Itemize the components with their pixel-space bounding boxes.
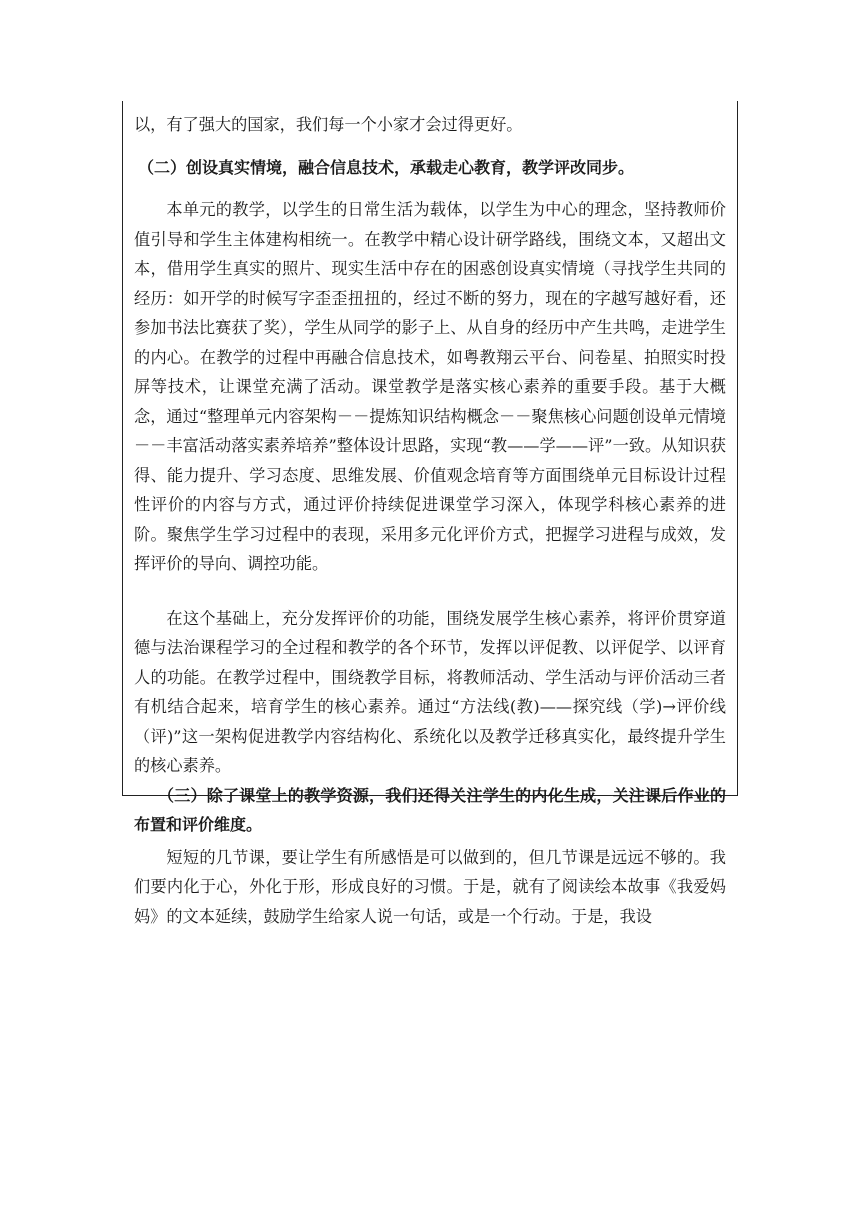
continuation-paragraph: 以，有了强大的国家，我们每一个小家才会过得更好。	[134, 115, 523, 134]
section-two-heading: （二）创设真实情境，融合信息技术，承载走心教育，教学评改同步。	[138, 157, 635, 177]
section-three-paragraph-1: 短短的几节课，要让学生有所感悟是可以做到的，但几节课是远远不够的。我们要内化于心，外化于形，形成良好的习惯。于是，就有了阅读绘本故事《我爱妈妈》的文本延续，鼓励学生给家人说一句话，或是一个行动。于是，我设	[134, 847, 726, 926]
section-two-paragraph-1: 本单元的教学，以学生的日常生活为载体，以学生为中心的理念，坚持教师价值引导和学生主体建构相统一。在教学中精心设计研学路线，围绕文本，又超出文本，借用学生真实的照片、现实生活中存在的困惑创设真实情境（寻找学生共同的经历：如开学的时候写字歪歪扭扭的，经过不断的努力，现在的字越写越好看，还参加书法比赛获了奖），学生从同学的影子上、从自身的经历中产生共鸣，走进学生的内心。在教学的过程中再融合信息技术，如粤教翔云平台、问卷星、拍照实时投屏等技术，让课堂充满了活动。课堂教学是落实核心素养的重要手段。基于大概念，通过“整理单元内容架构－－提炼知识结构概念－－聚焦核心问题创设单元情境－－丰富活动落实素养培养”整体设计思路，实现“教——学——评”一致。从知识获得、能力提升、学习态度、思维发展、价值观念培育等方面围绕单元目标设计过程性评价的内容与方式，通过评价持续促进课堂学习深入，体现学科核心素养的进阶。聚焦学生学习过程中的表现，采用多元化评价方式，把握学习进程与成效，发挥评价的导向、调控功能。	[134, 200, 726, 573]
document-body	[134, 110, 726, 931]
document-frame	[122, 101, 738, 926]
section-three-heading: （三）除了课堂上的教学资源，我们还得关注学生的内化生成，关注课后作业的布置和评价维度。	[134, 785, 726, 834]
section-two-paragraph-2: 在这个基础上，充分发挥评价的功能，围绕发展学生核心素养，将评价贯穿道德与法治课程学习的全过程和教学的各个环节，发挥以评促教、以评促学、以评育人的功能。在教学过程中，围绕教学目标，将教师活动、学生活动与评价活动三者有机结合起来，培育学生的核心素养。通过“方法线(教)——探究线（学)→评价线（评)”这一架构促进教学内容结构化、系统化以及教学迁移真实化，最终提升学生的核心素养。	[134, 608, 726, 775]
